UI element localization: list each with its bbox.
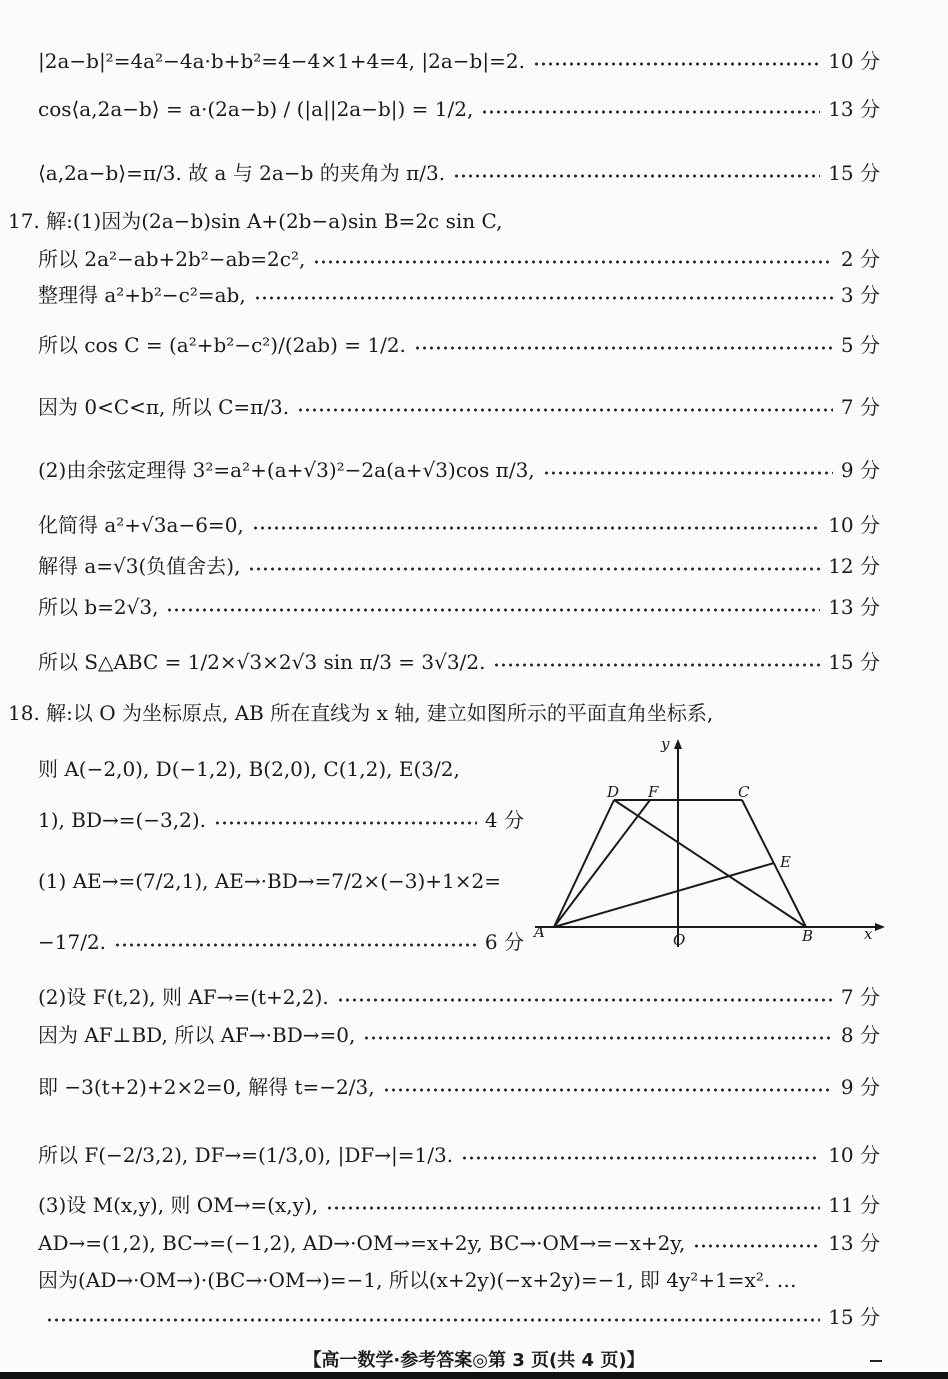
solution-line xyxy=(38,512,880,538)
solution-line xyxy=(38,160,880,186)
solution-line xyxy=(38,282,880,308)
label-y: y xyxy=(661,735,670,753)
page-footer: 【高一数学·参考答案◎第 3 页(共 4 页)】 xyxy=(303,1350,645,1371)
line-text: −17/2. xyxy=(38,930,107,954)
question-17-heading: 17. 解:(1)因为(2a−b)sin A+(2b−a)sin B=2c sin C, xyxy=(8,209,503,233)
score-label: 10 分 xyxy=(828,49,880,73)
leader-dots xyxy=(297,408,833,412)
solution-line xyxy=(38,553,880,579)
segment-AF xyxy=(554,800,650,927)
line-text: 即 −3(t+2)+2×2=0, 解得 t=−2/3, xyxy=(38,1075,375,1099)
leader-dots xyxy=(248,567,820,571)
trapezoid-figure xyxy=(530,735,890,955)
segment-AD xyxy=(554,800,614,927)
leader-dots xyxy=(481,110,820,114)
score-label: 7 分 xyxy=(840,395,880,419)
solution-line xyxy=(38,332,880,358)
line-text: (2)设 F(t,2), 则 AF→=(t+2,2). xyxy=(38,985,329,1009)
solution-line xyxy=(38,984,880,1010)
solution-line xyxy=(38,394,880,420)
score-label: 13 分 xyxy=(828,1231,880,1255)
leader-dots xyxy=(46,1318,820,1322)
leader-dots xyxy=(693,1244,820,1248)
label-O: O xyxy=(673,931,686,949)
leader-dots xyxy=(252,526,820,530)
line-text: 所以 S△ABC = 1/2×√3×2√3 sin π/3 = 3√3/2. xyxy=(38,650,486,674)
part-1-text: (1) AE→=(7/2,1), AE→·BD→=7/2×(−3)+1×2= xyxy=(38,869,501,893)
footer-dash xyxy=(870,1360,882,1362)
leader-dots xyxy=(313,260,833,264)
solution-line xyxy=(38,457,880,483)
solution-line xyxy=(38,1142,880,1168)
leader-dots xyxy=(453,174,820,178)
score-label: 15 分 xyxy=(828,650,880,674)
score-label: 5 分 xyxy=(840,333,880,357)
label-D: D xyxy=(607,783,620,801)
leader-dots xyxy=(337,998,833,1002)
label-E: E xyxy=(780,853,791,871)
leader-dots xyxy=(214,821,477,825)
score-label: 11 分 xyxy=(828,1193,880,1217)
line-text: 1), BD→=(−3,2). xyxy=(38,808,207,832)
solution-line xyxy=(38,96,880,122)
score-label: 10 分 xyxy=(828,1143,880,1167)
line-text: 整理得 a²+b²−c²=ab, xyxy=(38,283,246,307)
line-text: 解得 a=√3(负值舍去), xyxy=(38,554,241,578)
bottom-border xyxy=(0,1372,948,1379)
score-label: 12 分 xyxy=(828,554,880,578)
line-text: cos⟨a,2a−b⟩ = a·(2a−b) / (|a||2a−b|) = 1/2, xyxy=(38,97,474,121)
label-C: C xyxy=(738,783,750,801)
score-label: 9 分 xyxy=(840,458,880,482)
leader-dots xyxy=(326,1206,820,1210)
score-label: 13 分 xyxy=(828,97,880,121)
label-F: F xyxy=(648,783,659,801)
line-text: 所以 cos C = (a²+b²−c²)/(2ab) = 1/2. xyxy=(38,333,406,357)
leader-dots xyxy=(166,608,820,612)
line-text: |2a−b|²=4a²−4a·b+b²=4−4×1+4=4, |2a−b|=2. xyxy=(38,49,525,73)
score-label: 8 分 xyxy=(840,1023,880,1047)
leader-dots xyxy=(383,1088,833,1092)
score-label: 2 分 xyxy=(840,247,880,271)
leader-dots xyxy=(114,943,477,947)
score-label: 4 分 xyxy=(484,808,524,832)
solution-line xyxy=(38,649,880,675)
leader-dots xyxy=(414,346,833,350)
label-A: A xyxy=(534,923,545,941)
score-label: 6 分 xyxy=(484,930,524,954)
solution-line xyxy=(38,1022,880,1048)
score-label: 13 分 xyxy=(828,595,880,619)
coordinates-text: 则 A(−2,0), D(−1,2), B(2,0), C(1,2), E(3/2, xyxy=(38,757,460,781)
solution-line xyxy=(38,594,880,620)
segment-AE xyxy=(554,863,774,927)
part-3-conclusion-text: 因为(AD→·OM→)·(BC→·OM→)=−1, 所以(x+2y)(−x+2y)=−1, 即 4y²+1=x². … xyxy=(38,1268,797,1292)
solution-line xyxy=(38,1074,880,1100)
solution-line xyxy=(38,807,524,833)
score-label: 3 分 xyxy=(840,283,880,307)
line-text: (2)由余弦定理得 3²=a²+(a+√3)²−2a(a+√3)cos π/3, xyxy=(38,458,535,482)
line-text: 所以 F(−2/3,2), DF→=(1/3,0), |DF→|=1/3. xyxy=(38,1143,454,1167)
score-label: 7 分 xyxy=(840,985,880,1009)
score-label: 15 分 xyxy=(828,1305,880,1329)
line-text: 所以 2a²−ab+2b²−ab=2c², xyxy=(38,247,306,271)
solution-line xyxy=(38,1192,880,1218)
leader-dots xyxy=(533,62,820,66)
solution-line xyxy=(38,1230,880,1256)
label-B: B xyxy=(802,927,814,945)
line-text: (3)设 M(x,y), 则 OM→=(x,y), xyxy=(38,1193,319,1217)
line-text: 因为 0<C<π, 所以 C=π/3. xyxy=(38,395,290,419)
label-x: x xyxy=(864,925,873,943)
score-label: 15 分 xyxy=(828,161,880,185)
y-axis-arrow-icon xyxy=(674,739,682,749)
line-text: 所以 b=2√3, xyxy=(38,595,159,619)
x-axis-arrow-icon xyxy=(875,923,885,931)
line-text: 化简得 a²+√3a−6=0, xyxy=(38,513,244,537)
solution-line xyxy=(38,48,880,74)
solution-line xyxy=(38,929,524,955)
question-18-heading: 18. 解:以 O 为坐标原点, AB 所在直线为 x 轴, 建立如图所示的平面直角坐标系, xyxy=(8,701,714,725)
leader-dots xyxy=(543,471,833,475)
line-text: AD→=(1,2), BC→=(−1,2), AD→·OM→=x+2y, BC→·OM→=−x+2y, xyxy=(38,1231,686,1255)
solution-line xyxy=(38,246,880,272)
solution-line xyxy=(38,1304,880,1330)
leader-dots xyxy=(254,296,833,300)
line-text: ⟨a,2a−b⟩=π/3. 故 a 与 2a−b 的夹角为 π/3. xyxy=(38,161,446,185)
line-text: 因为 AF⊥BD, 所以 AF→·BD→=0, xyxy=(38,1023,356,1047)
score-label: 10 分 xyxy=(828,513,880,537)
segment-DB xyxy=(614,800,806,927)
leader-dots xyxy=(493,663,820,667)
leader-dots xyxy=(461,1156,820,1160)
score-label: 9 分 xyxy=(840,1075,880,1099)
leader-dots xyxy=(363,1036,833,1040)
